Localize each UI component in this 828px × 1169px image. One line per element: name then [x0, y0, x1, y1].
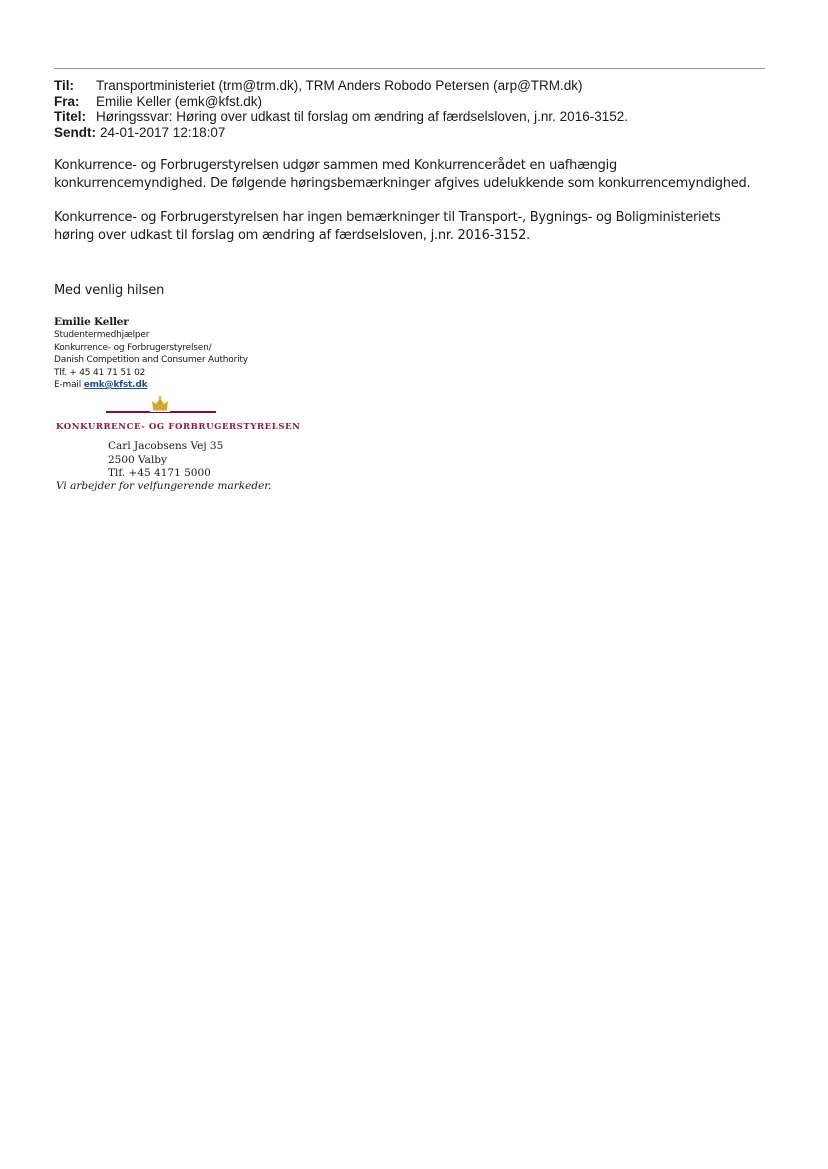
address-block	[108, 440, 223, 481]
signature-org-da: Konkurrence- og Forbrugerstyrelsen/	[54, 342, 212, 353]
address-phone: Tlf. +45 4171 5000	[108, 467, 211, 479]
header-title-row	[54, 109, 628, 125]
closing-greeting: Med venlig hilsen	[54, 283, 165, 298]
header-sent-row	[54, 125, 628, 141]
logo-rule-right	[164, 411, 216, 413]
crown-icon	[150, 396, 170, 412]
signature-email-row	[54, 379, 248, 392]
email-body	[54, 157, 754, 261]
signature-email-link[interactable]: emk@kfst.dk	[83, 380, 148, 390]
signature-org-en: Danish Competition and Consumer Authority	[54, 355, 248, 365]
signature-role: Studentermedhjælper	[54, 330, 150, 340]
sent-value: 24-01-2017 12:18:07	[100, 124, 226, 140]
to-label: Til:	[54, 78, 74, 93]
title-label: Titel:	[54, 109, 87, 124]
signature-email-label: E-mail	[54, 380, 84, 390]
address-street: Carl Jacobsens Vej 35	[108, 440, 224, 452]
from-value: Emilie Keller (emk@kfst.dk)	[96, 93, 262, 109]
body-paragraph-1: Konkurrence- og Forbrugerstyrelsen udgør sammen med Konkurrencerådet en uafhængig konkurrencemyndighed. De følgende høringsbemærkninger afgives udelukkende som konkurrencemyndighed.	[54, 158, 751, 191]
body-paragraph-2: Konkurrence- og Forbrugerstyrelsen har ingen bemærkninger til Transport-, Bygnings- og Boligministeriets høring over udkast til forslag om ændring af færdselsloven, j.nr. 2016-3152.	[54, 210, 721, 243]
signature-phone: Tlf. + 45 41 71 51 02	[54, 367, 146, 378]
from-label: Fra:	[54, 93, 80, 109]
title-value: Høringssvar: Høring over udkast til forslag om ændring af færdselsloven, j.nr. 2016-3152.	[96, 109, 628, 124]
kfst-logo	[56, 396, 301, 436]
signature-block	[54, 316, 248, 392]
motto: Vi arbejder for velfungerende markeder.	[56, 480, 272, 492]
to-value: Transportministeriet (trm@trm.dk), TRM Anders Robodo Petersen (arp@TRM.dk)	[96, 78, 583, 93]
logo-text: KONKURRENCE- OG FORBRUGERSTYRELSEN	[56, 422, 301, 432]
sent-label: Sendt:	[54, 124, 96, 140]
address-city: 2500 Valby	[108, 453, 167, 466]
header-to-row	[54, 78, 628, 94]
email-header	[54, 78, 628, 140]
signature-name: Emilie Keller	[54, 316, 129, 328]
header-rule	[54, 68, 765, 69]
header-from-row	[54, 94, 628, 110]
